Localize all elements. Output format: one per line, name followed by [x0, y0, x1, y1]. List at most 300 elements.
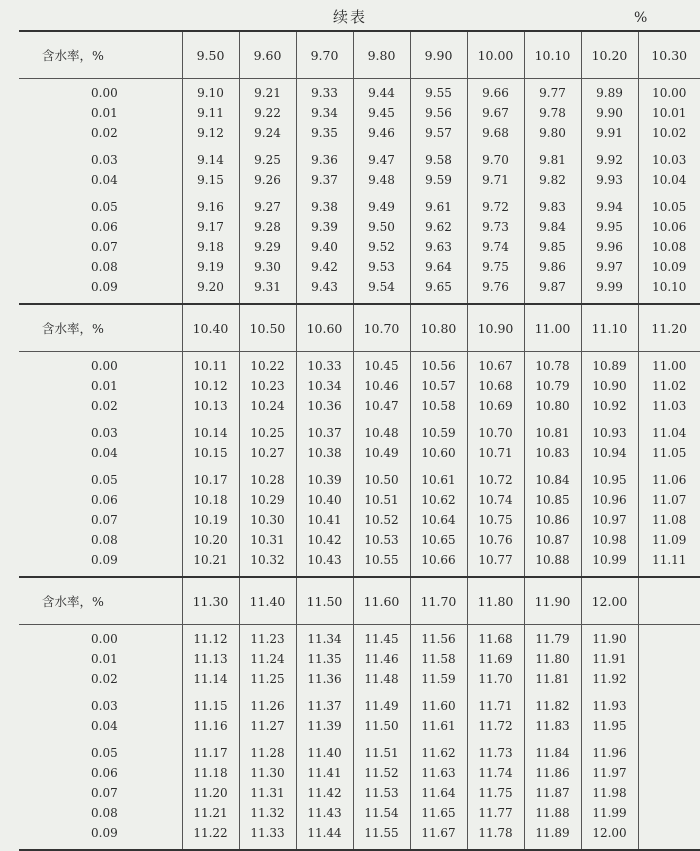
table-cell: 10.90	[582, 376, 638, 396]
table-cell: 9.46	[354, 123, 410, 143]
value-column	[182, 79, 239, 305]
table-cell: 11.28	[240, 743, 296, 763]
table-cell: 11.74	[468, 763, 524, 783]
table-cell: 11.67	[411, 823, 467, 843]
value-column	[239, 625, 296, 851]
column-header: 10.00	[467, 31, 524, 79]
table-cell: 10.40	[297, 490, 353, 510]
table-cell: 11.26	[240, 696, 296, 716]
table-cell: 10.48	[354, 423, 410, 443]
table-cell: 10.85	[525, 490, 581, 510]
table-cell: 10.68	[468, 376, 524, 396]
table-cell: 11.24	[240, 649, 296, 669]
table-cell: 11.97	[582, 763, 638, 783]
row-key: 0.03	[91, 150, 182, 170]
table-cell: 9.58	[411, 150, 467, 170]
row-key: 0.09	[91, 277, 182, 297]
table-cell: 10.13	[183, 396, 239, 416]
column-header: 9.50	[182, 31, 239, 79]
table-cell: 10.88	[525, 550, 581, 570]
row-key: 0.02	[91, 396, 182, 416]
table-cell: 11.58	[411, 649, 467, 669]
table-cell: 9.16	[183, 197, 239, 217]
row-key: 0.04	[91, 170, 182, 190]
table-cell: 10.61	[411, 470, 467, 490]
unit-label: %	[634, 10, 647, 26]
table-cell: 9.33	[297, 83, 353, 103]
table-cell: 9.75	[468, 257, 524, 277]
table-cell: 11.61	[411, 716, 467, 736]
table-cell: 9.57	[411, 123, 467, 143]
table-cell: 11.96	[582, 743, 638, 763]
table-cell: 10.23	[240, 376, 296, 396]
table-cell: 11.43	[297, 803, 353, 823]
table-cell: 10.02	[639, 123, 700, 143]
table-cell: 11.72	[468, 716, 524, 736]
table-cell: 9.17	[183, 217, 239, 237]
table-cell: 9.35	[297, 123, 353, 143]
table-cell: 11.34	[297, 629, 353, 649]
table-cell: 10.47	[354, 396, 410, 416]
table-cell: 11.95	[582, 716, 638, 736]
table-cell: 11.99	[582, 803, 638, 823]
table-cell: 10.50	[354, 470, 410, 490]
column-header: 11.40	[239, 577, 296, 625]
table-cell: 11.05	[639, 443, 700, 463]
value-column	[296, 79, 353, 305]
table-cell: 11.77	[468, 803, 524, 823]
table-cell: 9.20	[183, 277, 239, 297]
column-header: 10.60	[296, 304, 353, 352]
table-cell: 10.98	[582, 530, 638, 550]
row-key-column	[19, 79, 182, 305]
table-cell: 9.83	[525, 197, 581, 217]
table-cell: 10.36	[297, 396, 353, 416]
table-cell: 9.52	[354, 237, 410, 257]
table-cell: 10.19	[183, 510, 239, 530]
column-header: 11.70	[410, 577, 467, 625]
table-cell: 10.87	[525, 530, 581, 550]
table-cell: 9.81	[525, 150, 581, 170]
section-header-row	[19, 304, 700, 352]
column-header: 11.10	[581, 304, 638, 352]
table-cell: 9.93	[582, 170, 638, 190]
table-cell: 9.71	[468, 170, 524, 190]
row-key: 0.05	[91, 470, 182, 490]
table-cell: 9.43	[297, 277, 353, 297]
table-cell: 10.92	[582, 396, 638, 416]
row-label-heading: 含水率，%	[19, 31, 182, 79]
table-cell: 9.50	[354, 217, 410, 237]
table-cell: 10.12	[183, 376, 239, 396]
section-header-row	[19, 31, 700, 79]
table-cell: 10.94	[582, 443, 638, 463]
table-cell: 9.92	[582, 150, 638, 170]
table-cell: 10.42	[297, 530, 353, 550]
table-cell: 11.02	[639, 376, 700, 396]
table-cell: 11.93	[582, 696, 638, 716]
table-cell: 10.66	[411, 550, 467, 570]
table-cell: 10.28	[240, 470, 296, 490]
table-cell: 9.97	[582, 257, 638, 277]
table-cell: 10.77	[468, 550, 524, 570]
table-cell: 11.63	[411, 763, 467, 783]
value-column	[524, 625, 581, 851]
column-header: 11.20	[638, 304, 700, 352]
row-key: 0.04	[91, 443, 182, 463]
table-cell: 11.56	[411, 629, 467, 649]
table-cell: 10.00	[639, 83, 700, 103]
table-cell: 10.71	[468, 443, 524, 463]
table-cell: 10.05	[639, 197, 700, 217]
table-cell: 11.86	[525, 763, 581, 783]
table-cell: 11.89	[525, 823, 581, 843]
table-cell: 11.62	[411, 743, 467, 763]
table-cell: 11.65	[411, 803, 467, 823]
table-cell: 11.79	[525, 629, 581, 649]
table-cell: 9.14	[183, 150, 239, 170]
table-cell: 11.03	[639, 396, 700, 416]
section-body-row	[19, 625, 700, 851]
row-key: 0.00	[91, 356, 182, 376]
table-cell: 11.37	[297, 696, 353, 716]
table-cell: 10.53	[354, 530, 410, 550]
table-cell: 11.00	[639, 356, 700, 376]
table-cell: 9.40	[297, 237, 353, 257]
table-cell: 11.18	[183, 763, 239, 783]
table-cell: 11.35	[297, 649, 353, 669]
table-cell: 9.94	[582, 197, 638, 217]
table-cell: 9.87	[525, 277, 581, 297]
table-cell: 12.00	[582, 823, 638, 843]
table-cell: 11.12	[183, 629, 239, 649]
table-cell: 10.45	[354, 356, 410, 376]
table-cell: 10.52	[354, 510, 410, 530]
value-column	[467, 352, 524, 578]
table-cell: 10.01	[639, 103, 700, 123]
table-cell: 9.39	[297, 217, 353, 237]
row-key: 0.06	[91, 217, 182, 237]
value-column	[353, 79, 410, 305]
table-cell: 10.11	[183, 356, 239, 376]
table-cell: 9.53	[354, 257, 410, 277]
row-key-column	[19, 625, 182, 851]
table-cell: 10.34	[297, 376, 353, 396]
table-cell	[639, 696, 700, 716]
value-column	[353, 625, 410, 851]
table-cell: 10.74	[468, 490, 524, 510]
table-cell: 9.90	[582, 103, 638, 123]
row-key: 0.01	[91, 649, 182, 669]
table-cell: 11.51	[354, 743, 410, 763]
table-cell	[639, 763, 700, 783]
value-column	[581, 79, 638, 305]
table-cell: 9.55	[411, 83, 467, 103]
column-header: 11.90	[524, 577, 581, 625]
table-cell: 9.62	[411, 217, 467, 237]
table-cell: 10.79	[525, 376, 581, 396]
table-cell: 9.67	[468, 103, 524, 123]
table-cell: 10.83	[525, 443, 581, 463]
table-cell: 10.99	[582, 550, 638, 570]
table-cell: 9.80	[525, 123, 581, 143]
column-header: 10.20	[581, 31, 638, 79]
table-cell: 11.87	[525, 783, 581, 803]
table-cell: 10.32	[240, 550, 296, 570]
table-cell: 9.86	[525, 257, 581, 277]
table-cell: 11.30	[240, 763, 296, 783]
table-cell: 11.11	[639, 550, 700, 570]
value-column	[467, 625, 524, 851]
table-cell: 9.96	[582, 237, 638, 257]
table-cell: 11.70	[468, 669, 524, 689]
table-cell: 11.53	[354, 783, 410, 803]
row-key: 0.09	[91, 823, 182, 843]
table-cell: 9.18	[183, 237, 239, 257]
table-cell: 9.59	[411, 170, 467, 190]
table-cell: 11.52	[354, 763, 410, 783]
table-cell: 10.29	[240, 490, 296, 510]
table-cell: 9.44	[354, 83, 410, 103]
column-header: 10.70	[353, 304, 410, 352]
table-title: 续表	[0, 6, 700, 27]
table-cell: 9.11	[183, 103, 239, 123]
column-header: 9.60	[239, 31, 296, 79]
row-key: 0.06	[91, 490, 182, 510]
table-cell: 9.36	[297, 150, 353, 170]
table-cell: 9.76	[468, 277, 524, 297]
table-cell: 9.99	[582, 277, 638, 297]
table-cell: 11.13	[183, 649, 239, 669]
value-column	[467, 79, 524, 305]
table-cell: 10.18	[183, 490, 239, 510]
table-cell: 9.49	[354, 197, 410, 217]
table-cell	[639, 743, 700, 763]
table-cell: 11.09	[639, 530, 700, 550]
table-cell: 11.36	[297, 669, 353, 689]
column-header: 10.50	[239, 304, 296, 352]
table-cell: 9.24	[240, 123, 296, 143]
table-cell: 11.15	[183, 696, 239, 716]
table-cell: 10.80	[525, 396, 581, 416]
row-label-heading: 含水率，%	[19, 577, 182, 625]
table-cell: 10.69	[468, 396, 524, 416]
table-cell: 11.14	[183, 669, 239, 689]
table-cell: 9.26	[240, 170, 296, 190]
table-cell: 10.06	[639, 217, 700, 237]
table-cell: 9.42	[297, 257, 353, 277]
table-cell: 11.49	[354, 696, 410, 716]
table-cell: 10.51	[354, 490, 410, 510]
table-cell: 11.54	[354, 803, 410, 823]
table-cell: 11.45	[354, 629, 410, 649]
column-header: 9.90	[410, 31, 467, 79]
table-cell	[639, 649, 700, 669]
table-cell: 10.86	[525, 510, 581, 530]
table-cell: 11.75	[468, 783, 524, 803]
table-cell	[639, 716, 700, 736]
table-cell	[639, 823, 700, 843]
table-cell: 9.77	[525, 83, 581, 103]
table-cell: 10.57	[411, 376, 467, 396]
table-cell: 9.64	[411, 257, 467, 277]
table-cell: 11.68	[468, 629, 524, 649]
table-cell: 11.25	[240, 669, 296, 689]
table-cell: 11.04	[639, 423, 700, 443]
table-cell: 9.63	[411, 237, 467, 257]
table-cell: 10.24	[240, 396, 296, 416]
row-key: 0.08	[91, 257, 182, 277]
table-cell: 11.16	[183, 716, 239, 736]
table-cell: 11.78	[468, 823, 524, 843]
value-column	[524, 79, 581, 305]
table-cell: 9.22	[240, 103, 296, 123]
table-cell: 10.56	[411, 356, 467, 376]
table-cell: 9.21	[240, 83, 296, 103]
column-header: 10.90	[467, 304, 524, 352]
column-header: 11.80	[467, 577, 524, 625]
table-cell: 10.95	[582, 470, 638, 490]
table-cell: 10.15	[183, 443, 239, 463]
table-cell: 9.45	[354, 103, 410, 123]
table-cell: 9.31	[240, 277, 296, 297]
table-cell: 10.17	[183, 470, 239, 490]
table-cell: 10.20	[183, 530, 239, 550]
table-cell: 9.82	[525, 170, 581, 190]
table-cell: 10.43	[297, 550, 353, 570]
table-cell: 11.07	[639, 490, 700, 510]
column-header: 10.40	[182, 304, 239, 352]
row-key: 0.09	[91, 550, 182, 570]
table-cell: 11.55	[354, 823, 410, 843]
row-key-column	[19, 352, 182, 578]
table-cell: 9.25	[240, 150, 296, 170]
table-cell: 9.72	[468, 197, 524, 217]
table-cell: 10.67	[468, 356, 524, 376]
column-header: 11.50	[296, 577, 353, 625]
moisture-table	[19, 30, 700, 851]
table-cell: 11.17	[183, 743, 239, 763]
table-cell: 11.32	[240, 803, 296, 823]
table-cell: 10.33	[297, 356, 353, 376]
row-key: 0.02	[91, 123, 182, 143]
table-cell: 10.59	[411, 423, 467, 443]
table-cell: 10.10	[639, 277, 700, 297]
table-cell: 11.20	[183, 783, 239, 803]
table-cell: 9.95	[582, 217, 638, 237]
table-cell: 10.60	[411, 443, 467, 463]
row-key: 0.04	[91, 716, 182, 736]
value-column	[410, 352, 467, 578]
table-cell: 9.28	[240, 217, 296, 237]
table-cell: 10.14	[183, 423, 239, 443]
row-key: 0.00	[91, 83, 182, 103]
table-cell: 11.50	[354, 716, 410, 736]
table-cell: 11.64	[411, 783, 467, 803]
column-header: 9.70	[296, 31, 353, 79]
column-header: 10.10	[524, 31, 581, 79]
table-cell	[639, 803, 700, 823]
value-column	[524, 352, 581, 578]
table-cell: 9.78	[525, 103, 581, 123]
table-cell: 10.41	[297, 510, 353, 530]
table-cell: 11.39	[297, 716, 353, 736]
table-cell: 10.04	[639, 170, 700, 190]
table-cell: 11.23	[240, 629, 296, 649]
table-cell: 11.31	[240, 783, 296, 803]
table-cell: 11.84	[525, 743, 581, 763]
table-cell: 10.21	[183, 550, 239, 570]
table-cell: 10.30	[240, 510, 296, 530]
row-key: 0.07	[91, 510, 182, 530]
table-cell: 10.58	[411, 396, 467, 416]
value-column	[239, 79, 296, 305]
table-cell: 9.66	[468, 83, 524, 103]
table-cell: 9.56	[411, 103, 467, 123]
table-cell: 10.55	[354, 550, 410, 570]
column-header: 11.00	[524, 304, 581, 352]
section-body-row	[19, 352, 700, 578]
table-cell: 11.33	[240, 823, 296, 843]
table-cell: 10.64	[411, 510, 467, 530]
row-key: 0.05	[91, 197, 182, 217]
table-cell: 9.27	[240, 197, 296, 217]
table-cell: 10.39	[297, 470, 353, 490]
table-cell: 11.91	[582, 649, 638, 669]
table-cell: 11.21	[183, 803, 239, 823]
table-cell: 10.31	[240, 530, 296, 550]
row-key: 0.08	[91, 530, 182, 550]
column-header: 12.00	[581, 577, 638, 625]
table-cell: 9.12	[183, 123, 239, 143]
table-cell: 9.65	[411, 277, 467, 297]
table-cell: 9.73	[468, 217, 524, 237]
value-column	[410, 79, 467, 305]
table-cell: 10.08	[639, 237, 700, 257]
table-cell: 9.68	[468, 123, 524, 143]
table-cell: 9.89	[582, 83, 638, 103]
table-cell: 9.61	[411, 197, 467, 217]
table-cell: 10.84	[525, 470, 581, 490]
table-cell: 10.03	[639, 150, 700, 170]
table-cell: 9.19	[183, 257, 239, 277]
table-cell: 10.72	[468, 470, 524, 490]
row-label-heading: 含水率，%	[19, 304, 182, 352]
table-cell: 10.97	[582, 510, 638, 530]
value-column	[182, 352, 239, 578]
table-cell: 11.83	[525, 716, 581, 736]
table-cell: 11.73	[468, 743, 524, 763]
table-cell: 9.10	[183, 83, 239, 103]
table-cell: 9.54	[354, 277, 410, 297]
table-cell: 10.46	[354, 376, 410, 396]
value-column	[638, 625, 700, 851]
row-key: 0.05	[91, 743, 182, 763]
table-cell: 9.15	[183, 170, 239, 190]
value-column	[296, 625, 353, 851]
table-cell: 10.38	[297, 443, 353, 463]
table-cell: 10.89	[582, 356, 638, 376]
table-cell: 10.76	[468, 530, 524, 550]
table-cell: 11.08	[639, 510, 700, 530]
row-key: 0.03	[91, 696, 182, 716]
table-cell: 9.48	[354, 170, 410, 190]
table-cell: 10.49	[354, 443, 410, 463]
table-cell: 11.60	[411, 696, 467, 716]
table-cell: 11.06	[639, 470, 700, 490]
table-cell: 11.82	[525, 696, 581, 716]
table-cell: 10.96	[582, 490, 638, 510]
